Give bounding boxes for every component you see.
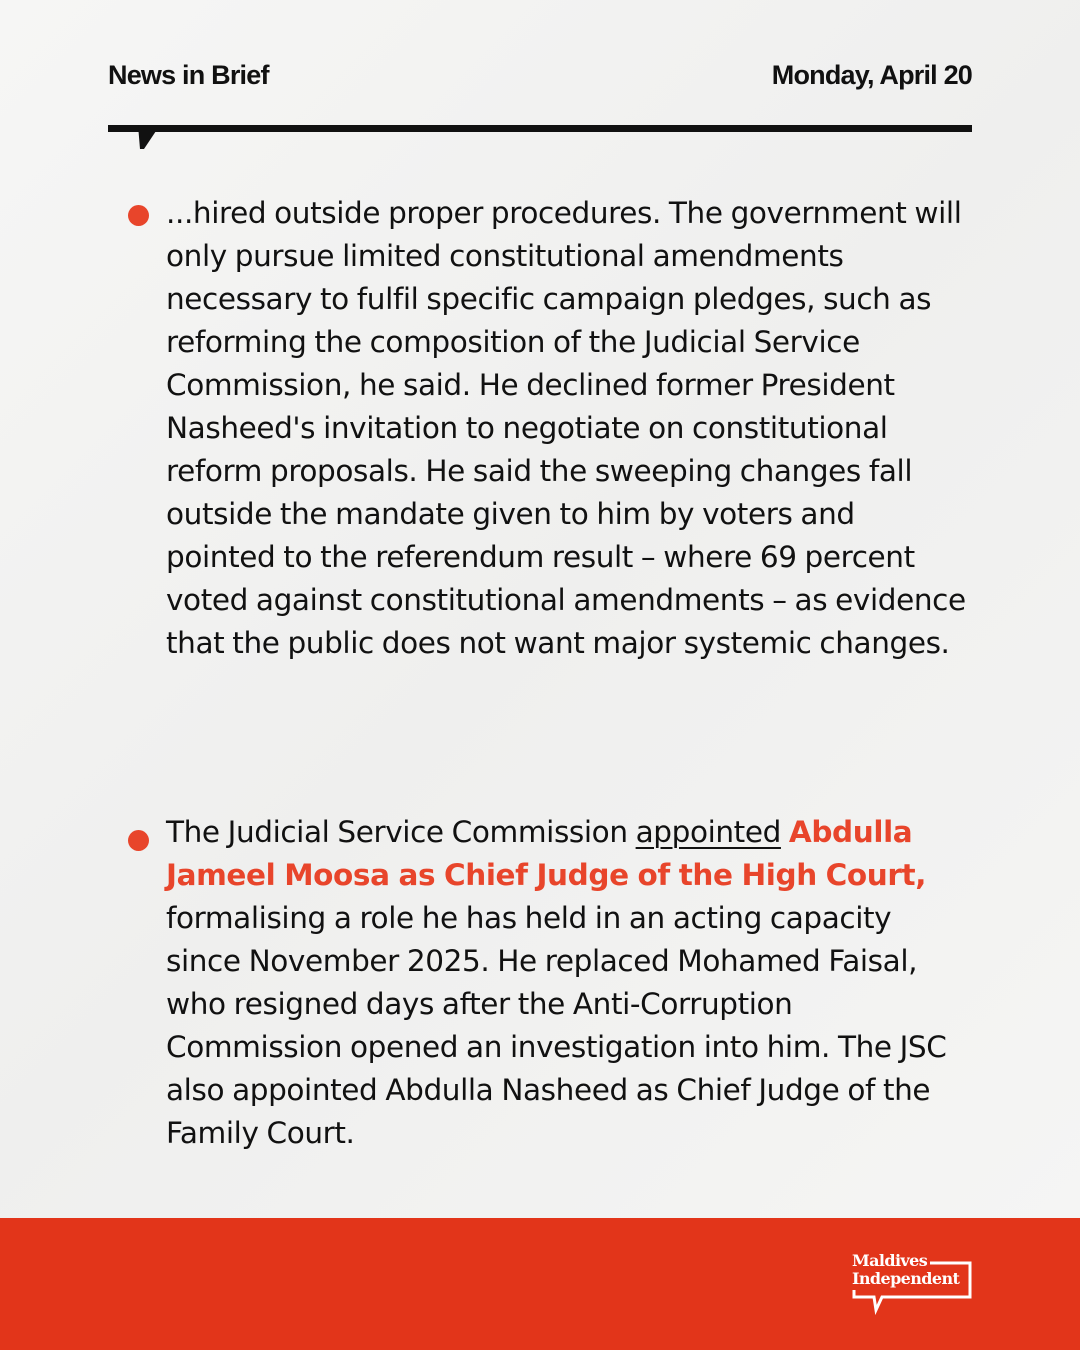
news-text-segment: ...hired outside proper procedures. The government will only pursue limited constitutional amendments necessary to fulfil specific campaign pledges, such as reforming the composition of the Judicial Service Commission, he said. He declined former President Nasheed's invitation to negotiate on constitutional reform proposals. He said the sweeping changes fall outside the mandate given to him by voters and pointed to the referendum result – where 69 percent voted against constitutional amendments – as evidence that the public does not want major systemic changes. [166, 196, 966, 660]
appointed-link[interactable]: appointed [635, 815, 781, 849]
date-label: Monday, April 20 [771, 60, 972, 90]
bullet-dot-icon [128, 830, 149, 851]
section-title: News in Brief [108, 60, 269, 90]
logo-line-1: Maldives [852, 1251, 928, 1270]
news-item-text [166, 192, 968, 665]
bullet-dot-icon [128, 205, 149, 226]
news-item [128, 192, 968, 665]
maldives-independent-logo [852, 1252, 974, 1316]
news-item [128, 811, 968, 1155]
news-text-segment: The Judicial Service Commission [166, 815, 636, 849]
news-text-segment [781, 815, 789, 849]
header-rule-speech-line [108, 122, 972, 152]
logo-line-2: Independent [852, 1269, 960, 1288]
news-text-segment: formalising a role he has held in an acting capacity since November 2025. He replaced Mohamed Faisal, who resigned days after the Anti-Corruption Commission opened an investigation into him. The JSC also appointed Abdulla Nasheed as Chief Judge of the Family Court. [166, 901, 947, 1150]
news-item-text [166, 811, 968, 1155]
highlighted-text: Abdulla Jameel Moosa as Chief Judge of the High Court, [166, 815, 927, 892]
